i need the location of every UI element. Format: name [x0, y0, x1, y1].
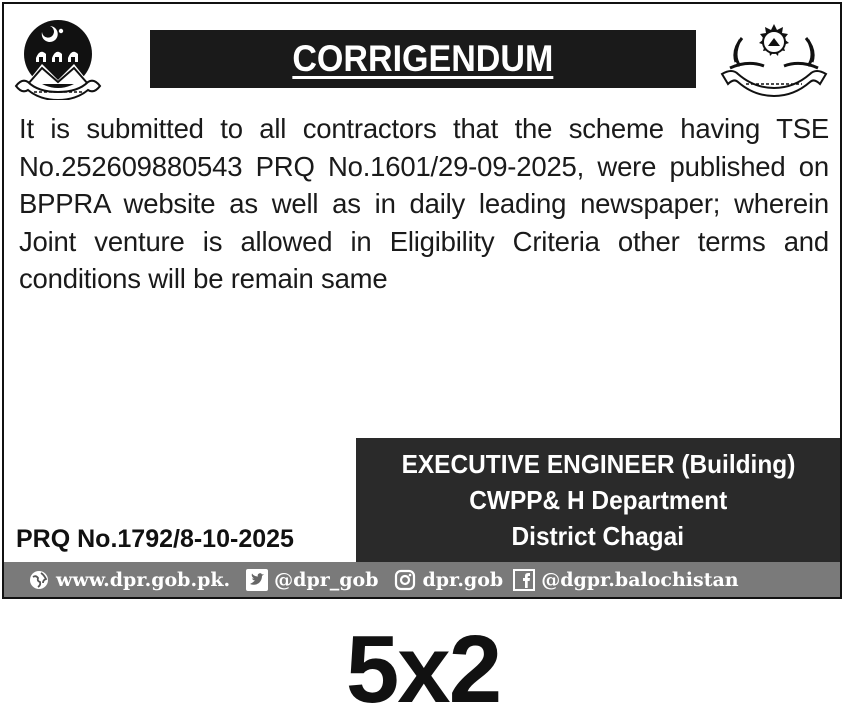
- facebook-icon: [513, 569, 535, 591]
- prq-reference: PRQ No.1792/8-10-2025: [16, 525, 294, 553]
- notice-body: It is submitted to all contractors that the scheme having TSE No.252609880543 PRQ No.1601/29-09-2025, were published on BPPRA website as well as in daily leading newspaper; wherein Joint venture is allowed in Eligibility Criteria other terms and conditions will be remain same: [19, 113, 829, 294]
- contact-footer: [4, 562, 840, 597]
- twitter-handle: @dpr_gob: [274, 568, 379, 591]
- page-title: CORRIGENDUM: [292, 38, 554, 79]
- footer-twitter[interactable]: [246, 569, 378, 591]
- signatory-district: District Chagai: [511, 521, 685, 551]
- instagram-handle: dpr.gob: [422, 568, 504, 591]
- facebook-handle: @dgpr.balochistan: [541, 568, 739, 591]
- signature-block: [356, 438, 840, 562]
- balochistan-emblem-icon: [12, 14, 104, 100]
- signatory-title: EXECUTIVE ENGINEER (Building): [401, 449, 795, 479]
- title-banner: [150, 30, 696, 88]
- globe-icon: [28, 569, 50, 591]
- ad-size-label: 5x2: [345, 616, 501, 723]
- signatory-department: CWPP& H Department: [468, 485, 727, 515]
- dgpr-emblem-icon: [716, 18, 832, 98]
- footer-facebook[interactable]: [513, 569, 738, 591]
- instagram-icon: [394, 569, 416, 591]
- footer-instagram[interactable]: [394, 569, 503, 591]
- footer-website[interactable]: [28, 569, 230, 591]
- website-text: www.dpr.gob.pk.: [56, 568, 231, 591]
- twitter-icon: [246, 569, 268, 591]
